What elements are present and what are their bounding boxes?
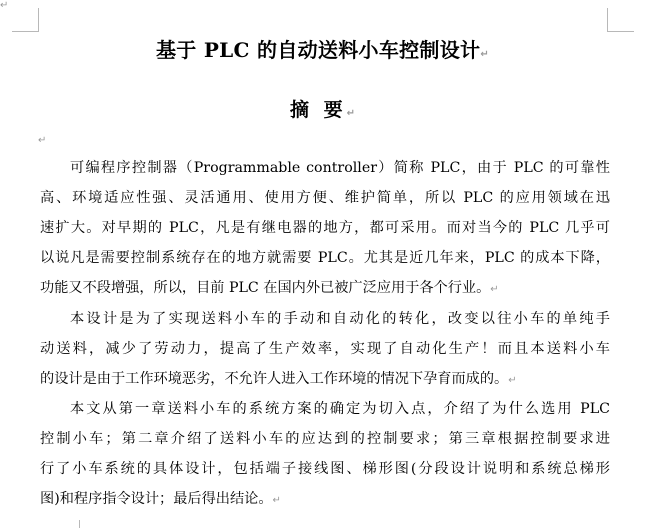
crop-mark-top-right-horizontal — [607, 31, 634, 32]
crop-mark-top-left-horizontal — [12, 31, 39, 32]
abstract-paragraph-2[interactable] — [40, 304, 610, 394]
crop-mark-top-right-vertical — [607, 8, 608, 31]
abstract-heading[interactable] — [0, 95, 645, 122]
text-line: 速扩大。对早期的 PLC，凡是有继电器的地方，都可采用。而对当今的 PLC 几乎可 — [40, 220, 610, 236]
crop-mark-bottom-left — [79, 520, 80, 528]
text-line: 以说凡是需要控制系统存在的地方就需要 PLC。尤其是近几年来，PLC 的成本下降， — [40, 250, 610, 266]
text-line: 本文从第一章送料小车的系统方案的确定为切入点，介绍了为什么选用 PLC — [70, 401, 610, 417]
text-line-last — [40, 273, 610, 303]
text-line-last — [40, 364, 610, 394]
paragraph-mark-icon: ↵ — [272, 495, 281, 506]
text-line: 可编程序控制器（Programmable controller）简称 PLC，由于 PLC 的可靠性 — [70, 160, 610, 176]
text-line: 本设计是为了实现送料小车的手动和自动化的转化，改变以往小车的单纯手 — [70, 311, 610, 327]
abstract-paragraph-1[interactable] — [40, 153, 610, 303]
text-line-content: 图)和程序指令设计；最后得出结论。 — [40, 491, 273, 507]
text-line: 行了小车系统的具体设计，包括端子接线图、梯形图(分段设计说明和系统总梯形 — [40, 461, 610, 477]
text-line: 动送料，减少了劳动力，提高了生产效率，实现了自动化生产！而且本送料小车 — [40, 341, 610, 357]
crop-mark-top-left-vertical — [38, 8, 39, 31]
text-line-last — [40, 484, 610, 514]
paragraph-mark-icon: ↵ — [0, 0, 9, 11]
text-line-content: 功能又不段增强，所以，目前 PLC 在国内外已被广泛应用于各个行业。 — [40, 280, 491, 296]
text-line: 高、环境适应性强、灵活通用、使用方便、维护简单，所以 PLC 的应用领域在迅 — [40, 190, 610, 206]
paragraph-mark-icon: ↵ — [346, 108, 355, 119]
paragraph-mark-icon: ↵ — [480, 49, 490, 60]
paragraph-mark-icon: ↵ — [490, 284, 499, 295]
paragraph-mark-icon: ↵ — [38, 135, 47, 146]
abstract-paragraph-3[interactable] — [40, 394, 610, 514]
text-line-content: 的设计是由于工作环境恶劣，不允许人进入工作环境的情况下孕育而成的。 — [40, 371, 509, 387]
abstract-heading-text: 摘 要 — [289, 99, 347, 121]
paragraph-mark-icon: ↵ — [508, 375, 517, 386]
text-line: 控制小车；第二章介绍了送料小车的应达到的控制要求；第三章根据控制要求进 — [40, 431, 610, 447]
document-title-text: 基于 PLC 的自动送料小车控制设计 — [155, 38, 481, 62]
document-title[interactable] — [0, 34, 645, 63]
